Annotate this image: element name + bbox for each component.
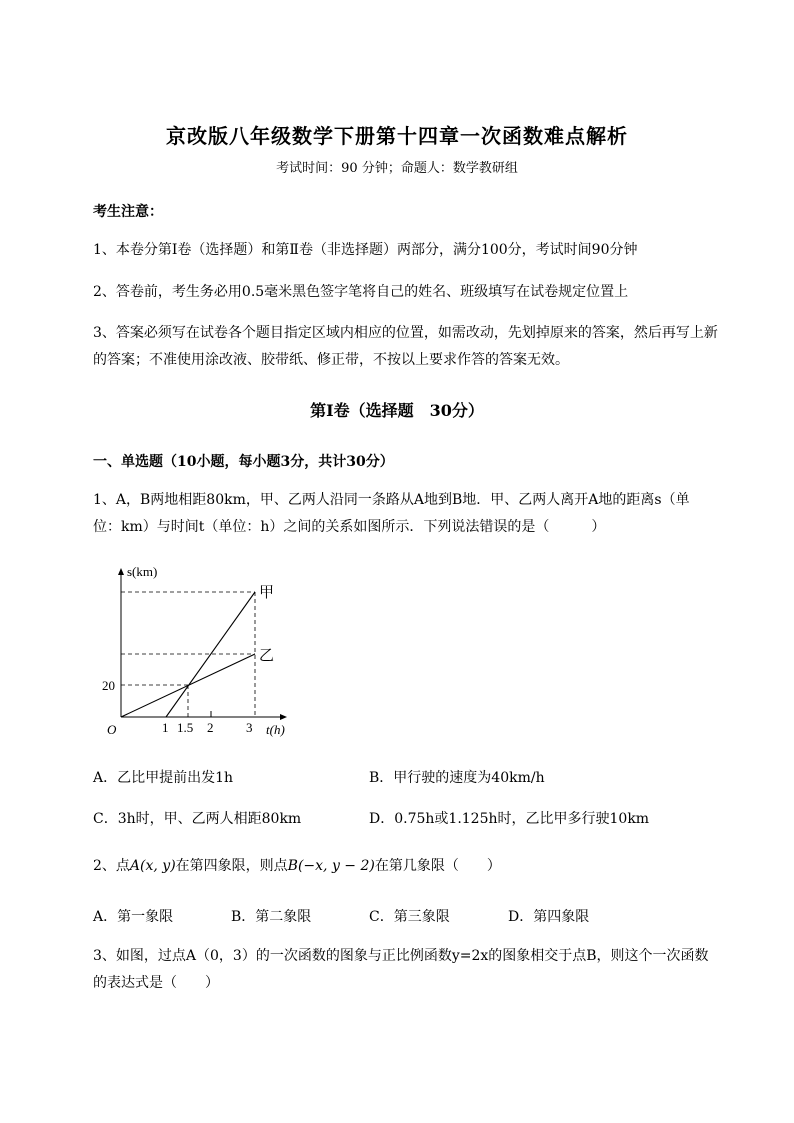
notice-item-2: 2、答卷前，考生务必用0.5毫米黑色签字笔将自己的姓名、班级填写在试卷规定位置上 xyxy=(93,284,629,300)
section-title: 第Ⅰ卷（选择题 30分） xyxy=(310,401,484,420)
y-axis-arrow xyxy=(118,568,124,575)
x-tick-1-5: 1.5 xyxy=(177,720,194,735)
q2-option-a[interactable]: A．第一象限 xyxy=(93,909,174,925)
x-tick-1: 1 xyxy=(162,720,169,735)
question-3-line-1: 3、如图，过点A（0，3）的一次函数的图象与正比例函数y=2x的图象相交于点B，则这个一次函数 xyxy=(93,948,709,964)
q2-option-c[interactable]: C．第三象限 xyxy=(369,909,450,925)
part-heading: 一、单选题（10小题，每小题3分，共计30分） xyxy=(93,454,394,470)
notice-item-1: 1、本卷分第Ⅰ卷（选择题）和第Ⅱ卷（非选择题）两部分，满分100分，考试时间90分钟 xyxy=(93,242,638,258)
question-1-line-2: 位：km）与时间t（单位：h）之间的关系如图所示．下列说法错误的是（ ） xyxy=(93,519,606,535)
q2-post: 在第几象限（ ） xyxy=(374,858,501,874)
distance-time-graph xyxy=(100,560,300,745)
x-tick-2: 2 xyxy=(207,720,214,735)
q2-option-d[interactable]: D．第四象限 xyxy=(508,909,590,925)
x-axis-arrow xyxy=(280,714,287,720)
q2-point-a: A(x, y) xyxy=(129,858,176,874)
notice-item-3-cont: 的答案；不准使用涂改液、胶带纸、修正带，不按以上要求作答的答案无效。 xyxy=(93,352,569,368)
q2-point-b: B(−x, y − 2) xyxy=(287,858,375,874)
label-yi: 乙 xyxy=(259,648,275,664)
question-3-line-2: 的表达式是（ ） xyxy=(93,975,219,991)
notice-heading: 考生注意： xyxy=(93,204,163,220)
y-tick-20: 20 xyxy=(102,678,115,693)
y-axis-label: s(km) xyxy=(127,564,158,579)
q1-option-a[interactable]: A．乙比甲提前出发1h xyxy=(93,770,234,786)
label-jia: 甲 xyxy=(259,585,275,601)
q1-option-b[interactable]: B．甲行驶的速度为40km/h xyxy=(369,770,545,786)
q1-option-c[interactable]: C．3h时，甲、乙两人相距80km xyxy=(93,811,302,827)
page-title: 京改版八年级数学下册第十四章一次函数难点解析 xyxy=(166,124,628,148)
line-jia xyxy=(166,592,255,717)
exam-info: 考试时间：90 分钟；命题人：数学教研组 xyxy=(276,161,518,176)
q2-pre: 2、点 xyxy=(93,858,130,874)
notice-item-3: 3、答案必须写在试卷各个题目指定区域内相应的位置，如需改动，先划掉原来的答案，然后再写上新 xyxy=(93,325,718,341)
q1-option-d[interactable]: D．0.75h或1.125h时，乙比甲多行驶10km xyxy=(369,811,650,827)
origin-label: O xyxy=(107,722,117,737)
question-2 xyxy=(93,853,501,880)
x-tick-3: 3 xyxy=(246,720,253,735)
x-axis-label: t(h) xyxy=(266,722,285,737)
q2-mid: 在第四象限，则点 xyxy=(175,858,288,874)
question-1-line-1: 1、A，B两地相距80km，甲、乙两人沿同一条路从A地到B地．甲、乙两人离开A地的距离s（单 xyxy=(93,492,690,508)
q2-option-b[interactable]: B．第二象限 xyxy=(231,909,312,925)
